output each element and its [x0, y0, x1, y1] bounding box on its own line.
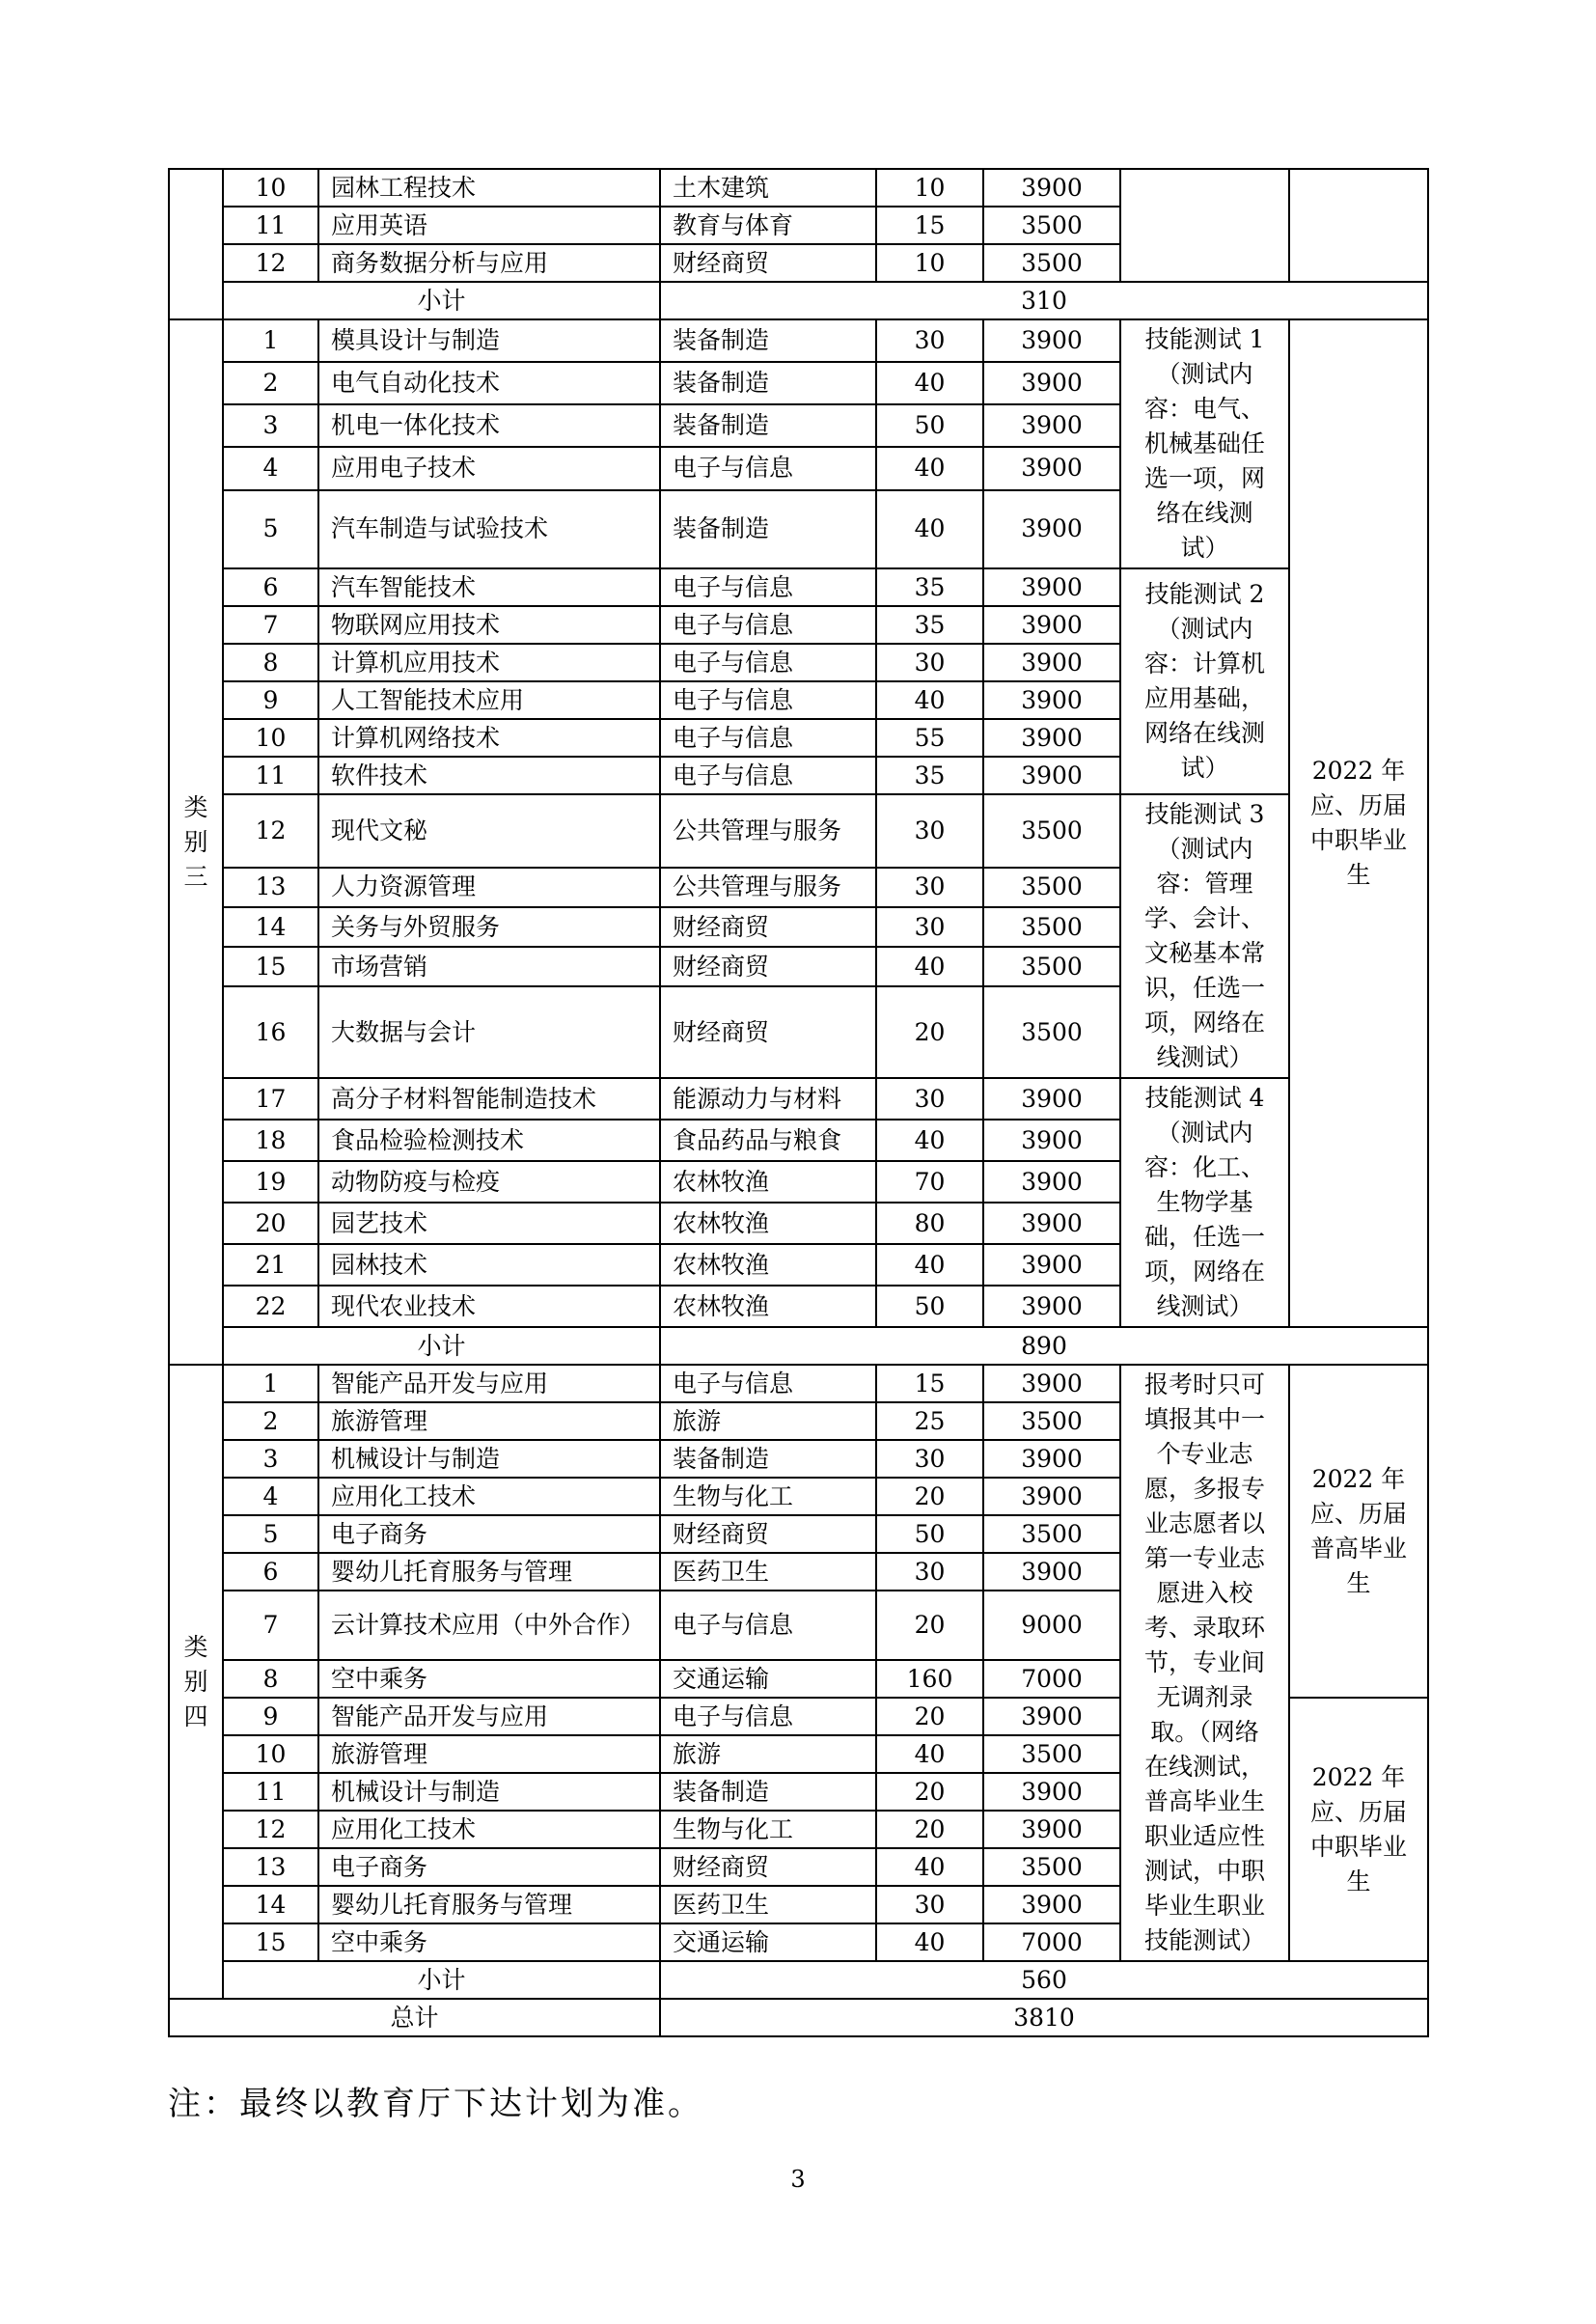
- serial-number: 17: [223, 1078, 318, 1120]
- major-name: 旅游管理: [318, 1735, 660, 1773]
- plan-count: 40: [876, 1735, 983, 1773]
- text-line: 2022 年: [1311, 1464, 1406, 1493]
- test-note: [1120, 169, 1289, 282]
- plan-count: 40: [876, 1923, 983, 1961]
- plan-count: 160: [876, 1660, 983, 1698]
- serial-number: 10: [223, 1735, 318, 1773]
- text-line: 技能测试 4: [1144, 1084, 1265, 1112]
- plan-count: 40: [876, 1244, 983, 1286]
- major-category: 电子与信息: [660, 757, 876, 794]
- serial-number: 13: [223, 1848, 318, 1886]
- serial-number: 5: [223, 1515, 318, 1553]
- major-name: 关务与外贸服务: [318, 907, 660, 947]
- serial-number: 14: [223, 907, 318, 947]
- eligibility: [1289, 319, 1428, 1327]
- tuition-fee: 3900: [983, 681, 1120, 719]
- major-category: 财经商贸: [660, 244, 876, 282]
- text-line: 填报其中一: [1143, 1405, 1265, 1433]
- text-line: 容：计算机: [1143, 650, 1265, 678]
- skill-test-note: [1120, 568, 1289, 794]
- major-category: 教育与体育: [660, 207, 876, 244]
- table-row: [169, 1078, 1428, 1120]
- major-category: 能源动力与材料: [660, 1078, 876, 1120]
- tuition-fee: 3900: [983, 1698, 1120, 1735]
- tuition-fee: 3900: [983, 319, 1120, 362]
- text-line: 测试，中职: [1143, 1857, 1265, 1885]
- plan-count: 40: [876, 947, 983, 986]
- tuition-fee: 3900: [983, 404, 1120, 447]
- major-category: 财经商贸: [660, 947, 876, 986]
- serial-number: 1: [223, 1365, 318, 1402]
- major-category: 电子与信息: [660, 644, 876, 681]
- tuition-fee: 3900: [983, 1811, 1120, 1848]
- major-name: 婴幼儿托育服务与管理: [318, 1886, 660, 1923]
- major-name: 机械设计与制造: [318, 1773, 660, 1811]
- major-name: 计算机网络技术: [318, 719, 660, 757]
- major-category: 旅游: [660, 1402, 876, 1440]
- major-name: 模具设计与制造: [318, 319, 660, 362]
- text-line: 取。（网络: [1150, 1718, 1259, 1746]
- plan-count: 20: [876, 1591, 983, 1660]
- tuition-fee: 7000: [983, 1660, 1120, 1698]
- text-line: （测试内: [1156, 615, 1253, 643]
- major-name: 园林技术: [318, 1244, 660, 1286]
- major-category: 电子与信息: [660, 1591, 876, 1660]
- text-line: 别: [183, 1667, 208, 1696]
- tuition-fee: 3900: [983, 1161, 1120, 1203]
- text-line: 在线测试，: [1143, 1753, 1265, 1781]
- major-category: 交通运输: [660, 1660, 876, 1698]
- tuition-fee: 3500: [983, 244, 1120, 282]
- tuition-fee: 3500: [983, 947, 1120, 986]
- text-line: 技能测试 2: [1144, 580, 1265, 608]
- plan-count: 40: [876, 490, 983, 569]
- serial-number: 7: [223, 1591, 318, 1660]
- major-category: 医药卫生: [660, 1886, 876, 1923]
- table-row: [169, 169, 1428, 207]
- serial-number: 8: [223, 644, 318, 681]
- tuition-fee: 3900: [983, 644, 1120, 681]
- major-category: 财经商贸: [660, 907, 876, 947]
- text-line: 节，专业间: [1143, 1648, 1265, 1676]
- plan-count: 35: [876, 606, 983, 644]
- text-line: （测试内: [1156, 835, 1253, 863]
- text-line: 中职毕业: [1309, 1832, 1407, 1861]
- plan-count: 50: [876, 404, 983, 447]
- text-line: 线测试）: [1156, 1043, 1253, 1071]
- tuition-fee: 3900: [983, 568, 1120, 606]
- plan-count: 30: [876, 319, 983, 362]
- serial-number: 7: [223, 606, 318, 644]
- text-line: （测试内: [1156, 360, 1253, 388]
- plan-count: 20: [876, 1773, 983, 1811]
- text-line: 文秘基本常: [1143, 939, 1265, 967]
- major-name: 智能产品开发与应用: [318, 1698, 660, 1735]
- serial-number: 10: [223, 169, 318, 207]
- major-category: 装备制造: [660, 404, 876, 447]
- major-name: 计算机应用技术: [318, 644, 660, 681]
- plan-count: 30: [876, 907, 983, 947]
- plan-count: 40: [876, 681, 983, 719]
- skill-test-note: [1120, 1078, 1289, 1327]
- serial-number: 12: [223, 1811, 318, 1848]
- major-name: 婴幼儿托育服务与管理: [318, 1553, 660, 1591]
- text-line: 学、会计、: [1143, 904, 1265, 932]
- text-line: 业志愿者以: [1143, 1509, 1265, 1537]
- major-category: 生物与化工: [660, 1478, 876, 1515]
- tuition-fee: 3900: [983, 362, 1120, 404]
- serial-number: 6: [223, 1553, 318, 1591]
- subtotal-value: 890: [660, 1327, 1428, 1365]
- total-value: 3810: [660, 1999, 1428, 2036]
- table-row: [169, 1365, 1428, 1402]
- plan-count: 20: [876, 986, 983, 1078]
- text-line: 应、历届: [1309, 1499, 1407, 1528]
- text-line: 职业适应性: [1143, 1822, 1265, 1850]
- text-line: 络在线测: [1156, 499, 1253, 527]
- table-row: [169, 1999, 1428, 2036]
- serial-number: 19: [223, 1161, 318, 1203]
- major-name: 电子商务: [318, 1515, 660, 1553]
- plan-count: 35: [876, 757, 983, 794]
- tuition-fee: 3900: [983, 757, 1120, 794]
- text-line: 项，网络在: [1143, 1009, 1265, 1037]
- major-category: 电子与信息: [660, 1365, 876, 1402]
- major-category: 旅游: [660, 1735, 876, 1773]
- major-name: 汽车制造与试验技术: [318, 490, 660, 569]
- tuition-fee: 3500: [983, 794, 1120, 868]
- major-category: 电子与信息: [660, 1698, 876, 1735]
- subtotal-label: 小计: [223, 1961, 660, 1999]
- plan-count: 35: [876, 568, 983, 606]
- major-category: 公共管理与服务: [660, 868, 876, 907]
- text-line: 个专业志: [1156, 1440, 1253, 1468]
- text-line: 识，任选一: [1143, 974, 1265, 1002]
- text-line: 试）: [1180, 534, 1229, 562]
- text-line: 应、历届: [1309, 1797, 1407, 1826]
- text-line: 项，网络在: [1143, 1258, 1265, 1286]
- text-line: 技能测试 3: [1144, 800, 1265, 828]
- serial-number: 2: [223, 1402, 318, 1440]
- skill-test-note: [1120, 319, 1289, 568]
- eligibility: [1289, 169, 1428, 282]
- major-category: 生物与化工: [660, 1811, 876, 1848]
- major-category: 电子与信息: [660, 447, 876, 489]
- plan-count: 20: [876, 1698, 983, 1735]
- tuition-fee: 3900: [983, 719, 1120, 757]
- serial-number: 10: [223, 719, 318, 757]
- subtotal-value: 560: [660, 1961, 1428, 1999]
- serial-number: 3: [223, 1440, 318, 1478]
- plan-count: 25: [876, 1402, 983, 1440]
- plan-count: 80: [876, 1203, 983, 1244]
- text-line: 容：电气、: [1143, 395, 1265, 423]
- tuition-fee: 3500: [983, 1735, 1120, 1773]
- table-row: [169, 1327, 1428, 1365]
- major-category: 医药卫生: [660, 1553, 876, 1591]
- plan-count: 15: [876, 1365, 983, 1402]
- serial-number: 18: [223, 1120, 318, 1161]
- serial-number: 11: [223, 1773, 318, 1811]
- category-label: [169, 319, 223, 1365]
- tuition-fee: 3900: [983, 1203, 1120, 1244]
- text-line: 2022 年: [1311, 757, 1406, 785]
- major-category: 装备制造: [660, 1440, 876, 1478]
- major-name: 电气自动化技术: [318, 362, 660, 404]
- text-line: 无调剂录: [1156, 1683, 1253, 1711]
- text-line: 第一专业志: [1143, 1544, 1265, 1572]
- major-category: 财经商贸: [660, 1515, 876, 1553]
- text-line: 普高毕业: [1309, 1534, 1407, 1563]
- major-category: 装备制造: [660, 490, 876, 569]
- text-line: 应、历届: [1309, 791, 1407, 819]
- plan-count: 30: [876, 794, 983, 868]
- text-line: （测试内: [1156, 1119, 1253, 1147]
- text-line: 技能测试 1: [1144, 325, 1265, 353]
- plan-count: 30: [876, 868, 983, 907]
- text-line: 别: [183, 827, 208, 856]
- tuition-fee: 3900: [983, 490, 1120, 569]
- plan-count: 20: [876, 1478, 983, 1515]
- major-name: 智能产品开发与应用: [318, 1365, 660, 1402]
- serial-number: 2: [223, 362, 318, 404]
- major-category: 电子与信息: [660, 568, 876, 606]
- major-name: 高分子材料智能制造技术: [318, 1078, 660, 1120]
- major-name: 旅游管理: [318, 1402, 660, 1440]
- major-name: 园林工程技术: [318, 169, 660, 207]
- major-name: 现代文秘: [318, 794, 660, 868]
- plan-count: 30: [876, 1078, 983, 1120]
- text-line: 技能测试）: [1143, 1926, 1265, 1954]
- application-note: [1120, 1365, 1289, 1961]
- text-line: 三: [183, 862, 208, 891]
- serial-number: 8: [223, 1660, 318, 1698]
- serial-number: 12: [223, 794, 318, 868]
- major-name: 应用英语: [318, 207, 660, 244]
- serial-number: 12: [223, 244, 318, 282]
- plan-count: 30: [876, 1553, 983, 1591]
- eligibility-vocational: [1289, 1698, 1428, 1961]
- tuition-fee: 3500: [983, 1402, 1120, 1440]
- major-category: 电子与信息: [660, 681, 876, 719]
- major-name: 应用电子技术: [318, 447, 660, 489]
- tuition-fee: 3500: [983, 1515, 1120, 1553]
- tuition-fee: 3900: [983, 1244, 1120, 1286]
- tuition-fee: 3900: [983, 169, 1120, 207]
- tuition-fee: 3900: [983, 1120, 1120, 1161]
- major-category: 农林牧渔: [660, 1286, 876, 1327]
- serial-number: 9: [223, 681, 318, 719]
- text-line: 愿进入校: [1156, 1579, 1253, 1607]
- table-row: [169, 794, 1428, 868]
- text-line: 容：化工、: [1143, 1153, 1265, 1181]
- plan-count: 15: [876, 207, 983, 244]
- text-line: 普高毕业生: [1143, 1787, 1265, 1815]
- serial-number: 4: [223, 1478, 318, 1515]
- tuition-fee: 3900: [983, 1886, 1120, 1923]
- subtotal-value: 310: [660, 282, 1428, 319]
- text-line: 试）: [1180, 754, 1229, 782]
- major-name: 云计算技术应用（中外合作）: [318, 1591, 660, 1660]
- major-category: 农林牧渔: [660, 1161, 876, 1203]
- tuition-fee: 3900: [983, 1773, 1120, 1811]
- tuition-fee: 3500: [983, 1848, 1120, 1886]
- serial-number: 3: [223, 404, 318, 447]
- major-name: 动物防疫与检疫: [318, 1161, 660, 1203]
- major-name: 汽车智能技术: [318, 568, 660, 606]
- major-category: 农林牧渔: [660, 1244, 876, 1286]
- major-name: 应用化工技术: [318, 1478, 660, 1515]
- serial-number: 5: [223, 490, 318, 569]
- major-category: 公共管理与服务: [660, 794, 876, 868]
- major-name: 市场营销: [318, 947, 660, 986]
- text-line: 愿，多报专: [1143, 1475, 1265, 1503]
- tuition-fee: 3900: [983, 1286, 1120, 1327]
- serial-number: 21: [223, 1244, 318, 1286]
- major-category: 食品药品与粮食: [660, 1120, 876, 1161]
- major-name: 现代农业技术: [318, 1286, 660, 1327]
- major-category: 装备制造: [660, 319, 876, 362]
- serial-number: 15: [223, 1923, 318, 1961]
- text-line: 生物学基: [1156, 1188, 1253, 1216]
- category-label: [169, 169, 223, 319]
- tuition-fee: 3900: [983, 1365, 1120, 1402]
- subtotal-label: 小计: [223, 1327, 660, 1365]
- major-name: 人力资源管理: [318, 868, 660, 907]
- serial-number: 11: [223, 757, 318, 794]
- major-category: 交通运输: [660, 1923, 876, 1961]
- serial-number: 1: [223, 319, 318, 362]
- major-name: 空中乘务: [318, 1660, 660, 1698]
- major-name: 软件技术: [318, 757, 660, 794]
- major-category: 电子与信息: [660, 719, 876, 757]
- text-line: 容：管理: [1156, 870, 1253, 898]
- major-name: 电子商务: [318, 1848, 660, 1886]
- tuition-fee: 3900: [983, 606, 1120, 644]
- subtotal-label: 小计: [223, 282, 660, 319]
- plan-count: 10: [876, 244, 983, 282]
- major-name: 机械设计与制造: [318, 1440, 660, 1478]
- enrollment-plan-table: [168, 168, 1429, 2037]
- serial-number: 16: [223, 986, 318, 1078]
- plan-count: 40: [876, 1120, 983, 1161]
- skill-test-note: [1120, 794, 1289, 1078]
- plan-count: 10: [876, 169, 983, 207]
- text-line: 网络在线测: [1143, 719, 1265, 747]
- serial-number: 4: [223, 447, 318, 489]
- text-line: 础，任选一: [1143, 1223, 1265, 1251]
- plan-count: 20: [876, 1811, 983, 1848]
- tuition-fee: 3500: [983, 907, 1120, 947]
- tuition-fee: 3900: [983, 1078, 1120, 1120]
- plan-count: 30: [876, 1440, 983, 1478]
- table-row: [169, 282, 1428, 319]
- serial-number: 13: [223, 868, 318, 907]
- plan-count: 40: [876, 447, 983, 489]
- major-name: 园艺技术: [318, 1203, 660, 1244]
- text-line: 机械基础任: [1143, 429, 1265, 457]
- footnote: 注：最终以教育厅下达计划为准。: [168, 2085, 703, 2123]
- table-row: [169, 319, 1428, 362]
- text-line: 毕业生职业: [1143, 1892, 1265, 1920]
- plan-count: 50: [876, 1286, 983, 1327]
- table-row: [169, 1961, 1428, 1999]
- major-category: 电子与信息: [660, 606, 876, 644]
- serial-number: 11: [223, 207, 318, 244]
- major-category: 农林牧渔: [660, 1203, 876, 1244]
- plan-count: 55: [876, 719, 983, 757]
- major-name: 应用化工技术: [318, 1811, 660, 1848]
- tuition-fee: 3900: [983, 1553, 1120, 1591]
- plan-count: 40: [876, 362, 983, 404]
- eligibility-general-hs: [1289, 1365, 1428, 1698]
- category-label: [169, 1365, 223, 1999]
- text-line: 应用基础，: [1143, 684, 1265, 712]
- total-label: 总计: [169, 1999, 660, 2036]
- text-line: 选一项，网: [1143, 464, 1265, 492]
- major-category: 财经商贸: [660, 1848, 876, 1886]
- serial-number: 20: [223, 1203, 318, 1244]
- text-line: 类: [183, 1632, 208, 1661]
- text-line: 线测试）: [1156, 1292, 1253, 1320]
- major-name: 机电一体化技术: [318, 404, 660, 447]
- text-line: 生: [1346, 1867, 1371, 1895]
- major-name: 食品检验检测技术: [318, 1120, 660, 1161]
- text-line: 报考时只可: [1143, 1370, 1265, 1398]
- major-name: 大数据与会计: [318, 986, 660, 1078]
- major-category: 装备制造: [660, 1773, 876, 1811]
- text-line: 中职毕业: [1309, 826, 1407, 854]
- plan-count: 30: [876, 1886, 983, 1923]
- table-row: [169, 568, 1428, 606]
- tuition-fee: 9000: [983, 1591, 1120, 1660]
- major-category: 土木建筑: [660, 169, 876, 207]
- tuition-fee: 3500: [983, 868, 1120, 907]
- text-line: 四: [183, 1702, 208, 1730]
- major-category: 装备制造: [660, 362, 876, 404]
- text-line: 生: [1346, 1568, 1371, 1597]
- plan-count: 40: [876, 1848, 983, 1886]
- major-name: 空中乘务: [318, 1923, 660, 1961]
- tuition-fee: 3900: [983, 447, 1120, 489]
- tuition-fee: 3900: [983, 1440, 1120, 1478]
- major-name: 商务数据分析与应用: [318, 244, 660, 282]
- text-line: 2022 年: [1311, 1762, 1406, 1791]
- major-category: 财经商贸: [660, 986, 876, 1078]
- major-name: 人工智能技术应用: [318, 681, 660, 719]
- plan-count: 30: [876, 644, 983, 681]
- serial-number: 22: [223, 1286, 318, 1327]
- serial-number: 9: [223, 1698, 318, 1735]
- tuition-fee: 3500: [983, 207, 1120, 244]
- tuition-fee: 7000: [983, 1923, 1120, 1961]
- text-line: 生: [1346, 861, 1371, 889]
- tuition-fee: 3900: [983, 1478, 1120, 1515]
- tuition-fee: 3500: [983, 986, 1120, 1078]
- plan-count: 70: [876, 1161, 983, 1203]
- text-line: 考、录取环: [1143, 1614, 1265, 1642]
- serial-number: 6: [223, 568, 318, 606]
- serial-number: 15: [223, 947, 318, 986]
- major-name: 物联网应用技术: [318, 606, 660, 644]
- page-number: 3: [790, 2166, 806, 2193]
- serial-number: 14: [223, 1886, 318, 1923]
- text-line: 类: [183, 792, 208, 821]
- plan-count: 50: [876, 1515, 983, 1553]
